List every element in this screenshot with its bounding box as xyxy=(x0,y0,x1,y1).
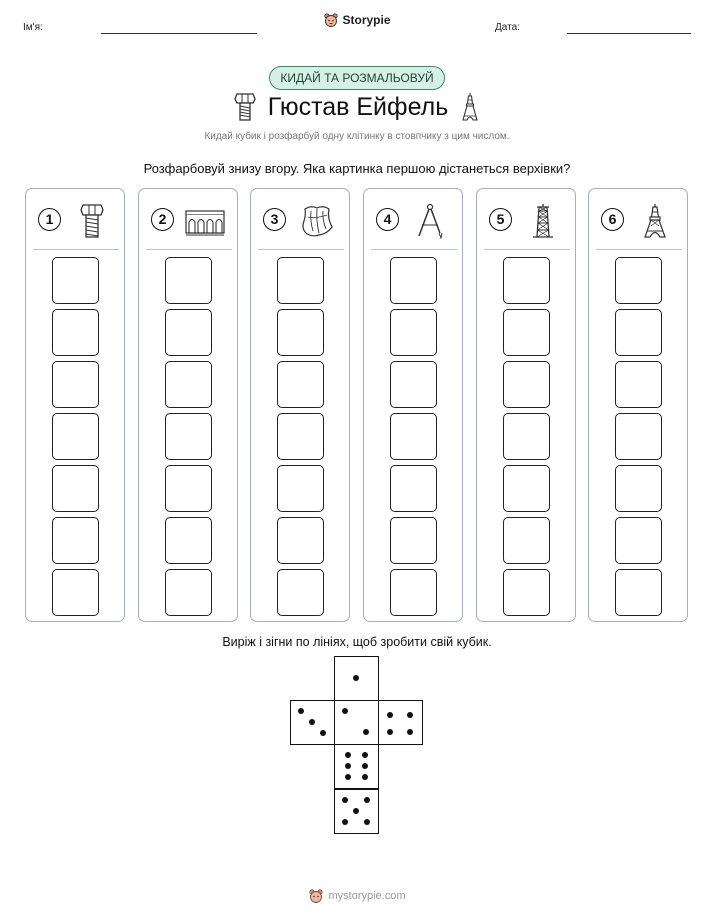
die-pip xyxy=(345,752,351,758)
column-1 xyxy=(25,188,125,622)
die-pip xyxy=(407,712,413,718)
subtitle: Кидай кубик і розфарбуй одну клітинку в стовпчику з цим числом. xyxy=(204,131,510,142)
column-header xyxy=(147,203,231,239)
column-header xyxy=(259,203,343,239)
storypie-mascot-icon xyxy=(323,12,339,28)
column-number: 3 xyxy=(263,208,286,231)
color-cell[interactable] xyxy=(503,309,550,356)
die-pip xyxy=(342,797,348,803)
bolt-icon xyxy=(234,92,256,122)
column-header xyxy=(485,203,569,239)
die-pip xyxy=(362,752,368,758)
color-cell[interactable] xyxy=(52,361,99,408)
footer xyxy=(0,888,714,907)
color-cell[interactable] xyxy=(52,257,99,304)
color-cell[interactable] xyxy=(277,465,324,512)
color-cell[interactable] xyxy=(277,361,324,408)
color-cell[interactable] xyxy=(503,517,550,564)
color-cell[interactable] xyxy=(52,465,99,512)
die-pip xyxy=(363,729,369,735)
color-cell[interactable] xyxy=(390,569,437,616)
color-cell[interactable] xyxy=(165,309,212,356)
die-pip xyxy=(387,729,393,735)
color-cell[interactable] xyxy=(503,569,550,616)
color-cell[interactable] xyxy=(503,257,550,304)
column-number: 4 xyxy=(376,208,399,231)
instruction: Розфарбовуй знизу вгору. Яка картинка першою дістанеться верхівки? xyxy=(143,161,571,176)
color-cell[interactable] xyxy=(615,517,662,564)
die-pip xyxy=(353,808,359,814)
die-pip xyxy=(345,763,351,769)
color-cell[interactable] xyxy=(390,309,437,356)
storypie-mascot-icon xyxy=(308,888,324,904)
compass-icon xyxy=(410,203,450,239)
die-pip xyxy=(309,719,315,725)
column-divider xyxy=(33,249,119,250)
cut-instruction: Виріж і зігни по лініях, щоб зробити свій кубик. xyxy=(222,635,492,649)
activity-tag xyxy=(0,66,714,90)
color-cell[interactable] xyxy=(503,465,550,512)
date-label: Дата: xyxy=(495,22,520,33)
color-cell[interactable] xyxy=(503,361,550,408)
viaduct-icon xyxy=(185,203,225,239)
color-cell[interactable] xyxy=(52,569,99,616)
color-cell[interactable] xyxy=(165,257,212,304)
color-cell[interactable] xyxy=(390,517,437,564)
name-field-line[interactable] xyxy=(101,33,257,34)
cloth-icon xyxy=(297,203,337,239)
activity-tag-label: КИДАЙ ТА РОЗМАЛЬОВУЙ xyxy=(269,66,444,90)
die-face-four xyxy=(378,700,423,745)
die-pip xyxy=(353,675,359,681)
die-pip xyxy=(320,730,326,736)
die-face-six xyxy=(334,744,379,789)
column-2 xyxy=(138,188,238,622)
color-cell[interactable] xyxy=(52,517,99,564)
color-cell[interactable] xyxy=(52,413,99,460)
brand-name: Storypie xyxy=(342,13,391,27)
column-header xyxy=(34,203,118,239)
page-title xyxy=(0,92,714,129)
column-number: 2 xyxy=(151,208,174,231)
color-cell[interactable] xyxy=(615,361,662,408)
color-cell[interactable] xyxy=(615,569,662,616)
die-pip xyxy=(407,729,413,735)
die-face-five xyxy=(334,789,379,834)
color-cell[interactable] xyxy=(277,309,324,356)
die-pip xyxy=(342,708,348,714)
die-pip xyxy=(364,819,370,825)
color-cell[interactable] xyxy=(615,257,662,304)
die-face-two xyxy=(334,700,379,745)
die-face-one xyxy=(334,656,379,701)
column-header xyxy=(372,203,456,239)
color-cell[interactable] xyxy=(390,361,437,408)
lattice-tower-icon xyxy=(523,203,563,239)
die-pip xyxy=(298,708,304,714)
die-pip xyxy=(342,819,348,825)
column-divider xyxy=(146,249,232,250)
column-5 xyxy=(476,188,576,622)
die-pip xyxy=(387,712,393,718)
column-3 xyxy=(250,188,350,622)
column-4 xyxy=(363,188,463,622)
column-divider xyxy=(484,249,570,250)
color-cell[interactable] xyxy=(52,309,99,356)
column-header xyxy=(597,203,681,239)
die-pip xyxy=(362,774,368,780)
die-pip xyxy=(345,774,351,780)
color-cell[interactable] xyxy=(165,361,212,408)
color-cell[interactable] xyxy=(165,517,212,564)
column-divider xyxy=(371,249,457,250)
title-text: Гюстав Ейфель xyxy=(267,92,449,121)
column-number: 6 xyxy=(601,208,624,231)
column-number: 5 xyxy=(489,208,512,231)
color-cell[interactable] xyxy=(277,569,324,616)
color-cell[interactable] xyxy=(165,569,212,616)
bolt-icon xyxy=(72,203,112,239)
color-cell[interactable] xyxy=(615,465,662,512)
color-cell[interactable] xyxy=(277,413,324,460)
color-cell[interactable] xyxy=(277,517,324,564)
color-cell[interactable] xyxy=(390,413,437,460)
footer-url[interactable]: mystorypie.com xyxy=(328,890,406,902)
column-6 xyxy=(588,188,688,622)
die-pip xyxy=(364,797,370,803)
column-divider xyxy=(596,249,682,250)
eiffel-tower-icon xyxy=(460,92,480,122)
column-number: 1 xyxy=(38,208,61,231)
die-face-three xyxy=(290,700,335,745)
brand-logo xyxy=(0,12,714,31)
column-divider xyxy=(258,249,344,250)
color-cell[interactable] xyxy=(277,257,324,304)
color-cell[interactable] xyxy=(503,413,550,460)
color-cell[interactable] xyxy=(165,413,212,460)
color-cell[interactable] xyxy=(390,465,437,512)
color-cell[interactable] xyxy=(390,257,437,304)
eiffel-tower-icon xyxy=(635,203,675,239)
color-cell[interactable] xyxy=(165,465,212,512)
color-cell[interactable] xyxy=(615,413,662,460)
die-pip xyxy=(362,763,368,769)
name-label: Ім'я: xyxy=(23,22,43,33)
date-field-line[interactable] xyxy=(567,33,691,34)
color-cell[interactable] xyxy=(615,309,662,356)
